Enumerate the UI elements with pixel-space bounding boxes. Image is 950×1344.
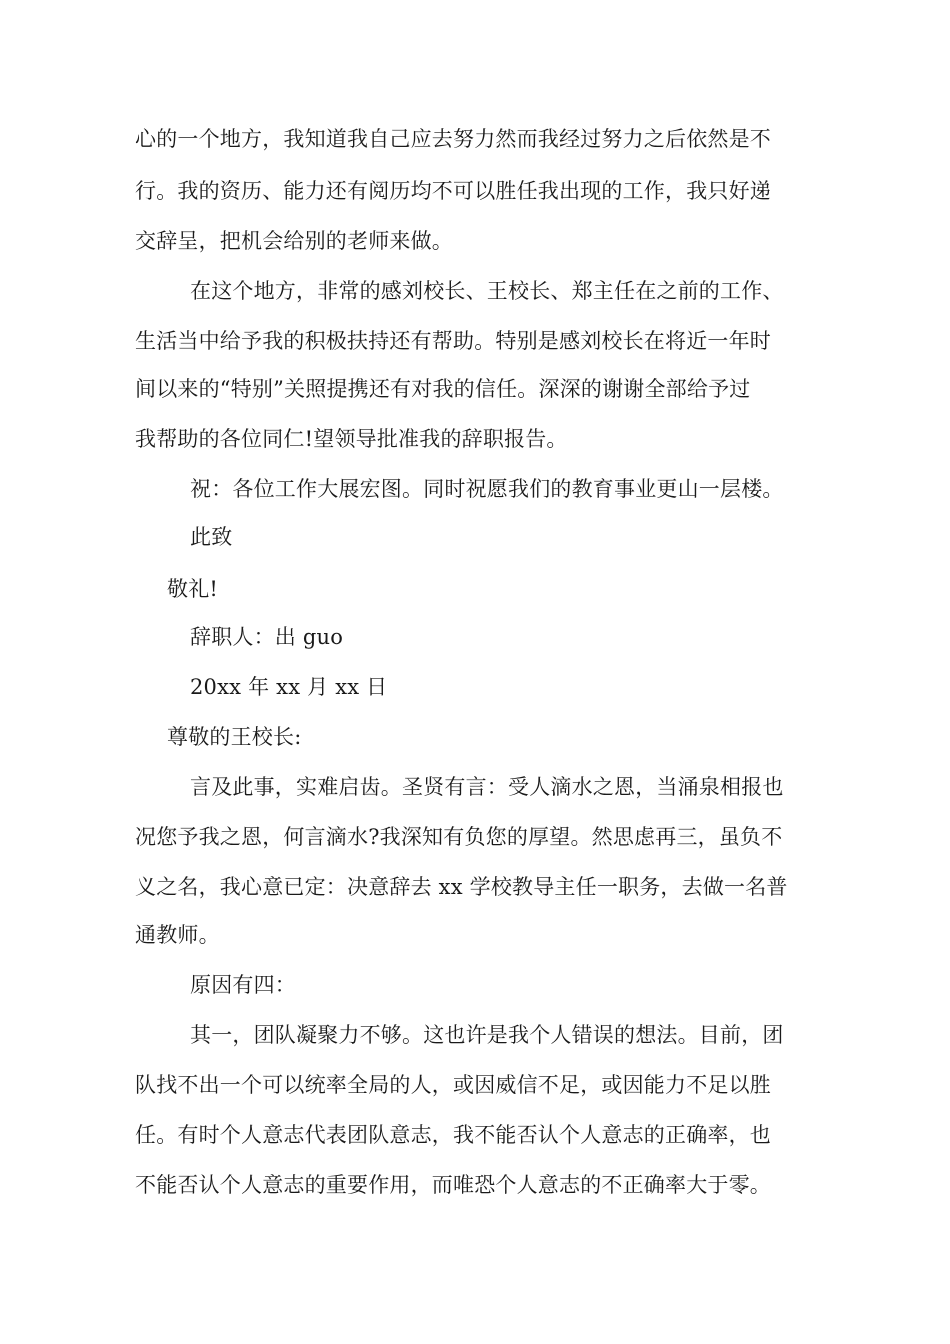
paragraph-line: 言及此事，实难启齿。圣贤有言：受人滴水之恩，当涌泉相报也: [190, 775, 784, 799]
paragraph-line: 交辞呈，把机会给别的老师来做。: [135, 229, 453, 253]
paragraph-line: 队找不出一个可以统率全局的人，或因威信不足，或因能力不足以胜: [135, 1073, 771, 1097]
closing-wish: 祝：各位工作大展宏图。同时祝愿我们的教育事业更山一层楼。: [190, 477, 784, 501]
paragraph-line: 通教师。: [135, 923, 220, 947]
paragraph-line: 任。有时个人意志代表团队意志，我不能否认个人意志的正确率，也: [135, 1123, 771, 1147]
closing-salutation: 此致: [190, 525, 233, 549]
paragraph-line: 在这个地方，非常的感刘校长、王校长、郑主任在之前的工作、: [190, 279, 784, 303]
paragraph-line: 生活当中给予我的积极扶持还有帮助。特别是感刘校长在将近一年时: [135, 329, 771, 353]
paragraph-line: 其一，团队凝聚力不够。这也许是我个人错误的想法。目前，团: [190, 1023, 784, 1047]
paragraph-line: 义之名，我心意已定：决意辞去 xx 学校教导主任一职务，去做一名普: [135, 875, 788, 899]
section-heading: 原因有四：: [190, 973, 296, 997]
letter-greeting: 尊敬的王校长:: [167, 725, 302, 749]
paragraph-line: 况您予我之恩，何言滴水?我深知有负您的厚望。然思虑再三，虽负不: [135, 825, 783, 849]
signature-line: 辞职人：出 guo: [190, 625, 344, 649]
paragraph-line: 心的一个地方，我知道我自己应去努力然而我经过努力之后依然是不: [135, 127, 771, 151]
paragraph-line: 间以来的“特别”关照提携还有对我的信任。深深的谢谢全部给予过: [135, 377, 751, 401]
paragraph-line: 行。我的资历、能力还有阅历均不可以胜任我出现的工作，我只好递: [135, 179, 771, 203]
paragraph-line: 不能否认个人意志的重要作用，而唯恐个人意志的不正确率大于零。: [135, 1173, 771, 1197]
closing-regards: 敬礼!: [167, 577, 219, 601]
date-line: 20xx 年 xx 月 xx 日: [190, 675, 388, 699]
paragraph-line: 我帮助的各位同仁!望领导批准我的辞职报告。: [135, 427, 568, 451]
